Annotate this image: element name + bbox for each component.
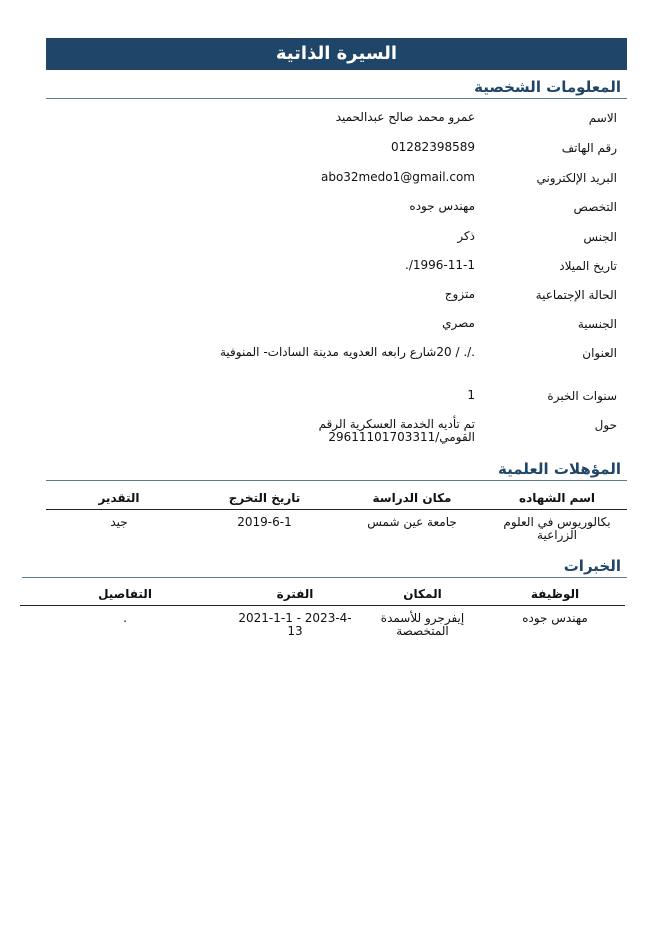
field-value: abo32medo1@gmail.com	[320, 170, 475, 184]
personal-info-divider	[46, 98, 627, 99]
field-value: عمرو محمد صالح عبدالحميد	[335, 110, 475, 124]
field-label: سنوات الخبرة	[547, 389, 617, 403]
field-label: حول	[594, 418, 617, 432]
field-value: مهندس جوده	[409, 199, 475, 213]
field-value: ./. / 20شارع رابعه العدويه مدينة السادات- المنوفية	[219, 345, 475, 359]
field-label: البريد الإلكتروني	[536, 171, 617, 185]
education-heading: المؤهلات العلمية	[498, 460, 621, 478]
table-row	[46, 510, 627, 549]
field-value: تم تأديه الخدمة العسكرية الرقم القومي/29611101703311	[318, 417, 475, 444]
column-header: التقدير	[46, 487, 192, 510]
table-row	[20, 606, 625, 645]
field-label: الحالة الإجتماعية	[535, 288, 617, 302]
field-label: تاريخ الميلاد	[559, 259, 617, 273]
education-header-row	[46, 487, 627, 510]
field-value: 1	[467, 388, 475, 402]
column-header: الفترة	[230, 583, 360, 606]
field-value: ذكر	[457, 229, 475, 243]
graduation-date: 2019-6-1	[237, 515, 292, 529]
column-header: تاريخ التخرج	[192, 487, 337, 510]
degree-name: بكالوريوس في العلوم الزراعية	[503, 515, 611, 542]
column-header: التفاصيل	[20, 583, 230, 606]
field-value: 1996-11-1/.	[405, 258, 475, 272]
experience-table	[20, 583, 625, 644]
experience-header-row	[20, 583, 625, 606]
field-label: الاسم	[588, 111, 617, 125]
grade: جيد	[110, 515, 128, 529]
job-title: مهندس جوده	[522, 611, 588, 625]
job-period: 2021-1-1 - 2023-4-13	[238, 611, 352, 638]
field-label: التخصص	[573, 200, 617, 214]
field-value: 01282398589	[391, 140, 475, 154]
study-place: جامعة عين شمس	[367, 515, 457, 529]
cv-title: السيرة الذاتية	[46, 38, 627, 70]
column-header: اسم الشهاده	[487, 487, 627, 510]
job-place: إيفرجرو للأسمدة المتخصصة	[380, 611, 465, 638]
field-label: الجنس	[583, 230, 617, 244]
education-table	[46, 487, 627, 548]
field-value: مصري	[442, 316, 475, 330]
field-label: رقم الهاتف	[561, 141, 617, 155]
education-divider	[46, 480, 627, 481]
field-label: العنوان	[582, 346, 617, 360]
job-details: .	[123, 611, 127, 625]
personal-info-heading: المعلومات الشخصية	[474, 78, 621, 96]
field-label: الجنسية	[577, 317, 617, 331]
column-header: المكان	[360, 583, 485, 606]
field-value: متزوج	[444, 287, 475, 301]
experience-heading: الخبرات	[563, 557, 621, 575]
column-header: الوظيفة	[485, 583, 625, 606]
column-header: مكان الدراسة	[337, 487, 487, 510]
experience-divider	[22, 577, 627, 578]
